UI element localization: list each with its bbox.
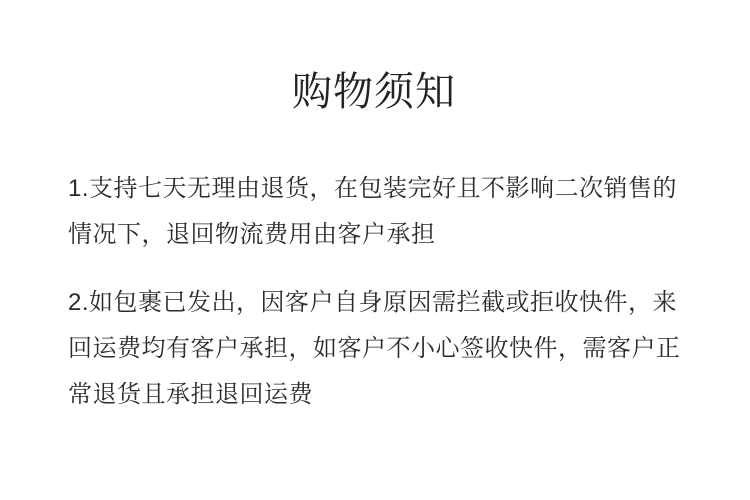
notice-line: 情况下，退回物流费用由客户承担 xyxy=(68,221,436,248)
notice-line: 1.支持七天无理由退货，在包装完好且不影响二次销售的 xyxy=(68,175,678,202)
notice-paragraph-2 xyxy=(68,280,680,418)
notice-paragraph-1 xyxy=(68,166,680,258)
notice-line: 回运费均有客户承担，如客户不小心签收快件，需客户正 xyxy=(68,335,681,362)
page-title: 购物须知 xyxy=(292,70,456,114)
notice-line: 2.如包裹已发出，因客户自身原因需拦截或拒收快件，来 xyxy=(68,289,678,316)
notice-line: 常退货且承担退回运费 xyxy=(68,381,313,408)
